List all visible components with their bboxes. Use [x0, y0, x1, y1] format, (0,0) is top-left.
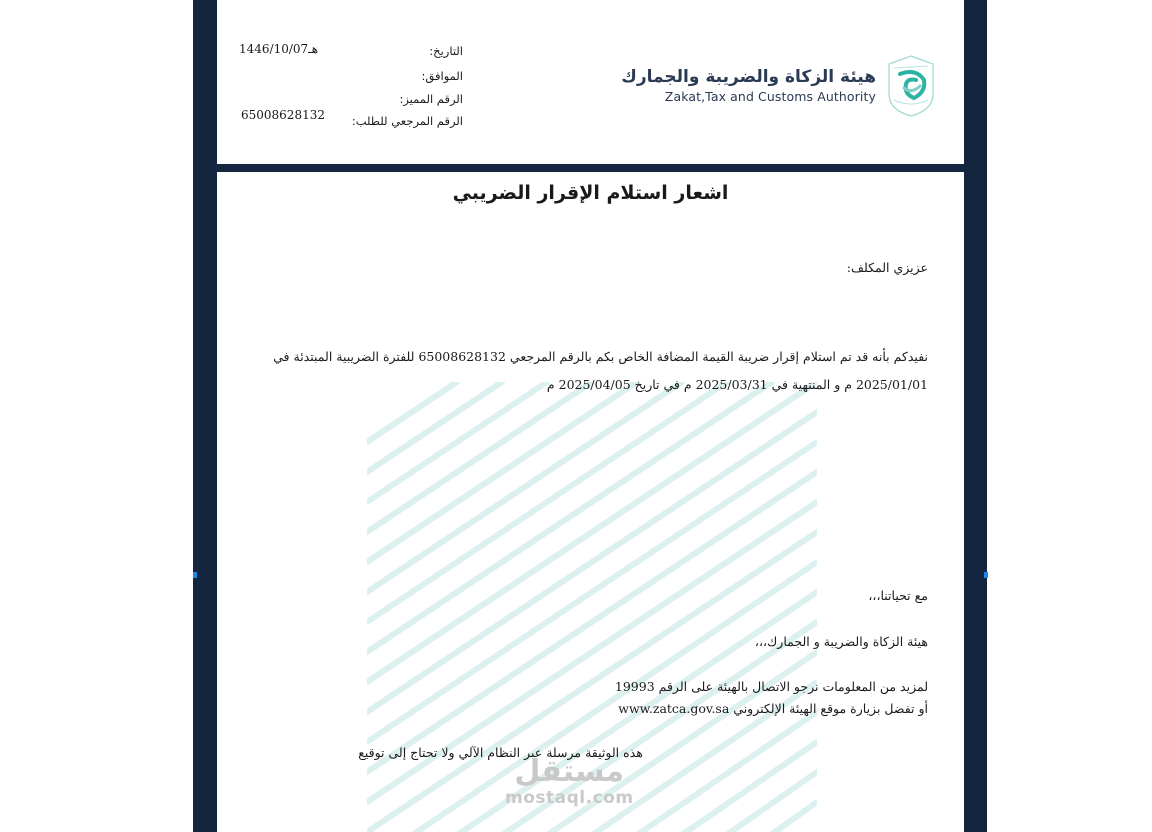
authority-name-ar: هيئة الزكاة والضريبة والجمارك [621, 67, 876, 87]
document-body [217, 172, 964, 832]
reference-label: الرقم المرجعي للطلب: [351, 114, 463, 128]
signature: هيئة الزكاة والضريبة و الجمارك،،، [754, 634, 928, 649]
authority-name-en: Zakat,Tax and Customs Authority [664, 89, 876, 104]
page-edge-marker-right [984, 572, 988, 578]
document-title: اشعار استلام الإقرار الضريبي [452, 182, 729, 204]
salutation: عزيزي المكلف: [846, 260, 928, 275]
reference-value: 65008628132 [241, 108, 325, 122]
paragraph-line-1: نفيدكم بأنه قد تم استلام إقرار ضريبة القيمة المضافة الخاص بكم بالرقم المرجعي 65008628132 للفترة الضريبية المبتدئة في [273, 349, 928, 364]
date-value: 1446/10/07هـ [239, 42, 319, 56]
document-header [217, 0, 964, 164]
mostaql-watermark-ar: مستقل [514, 754, 625, 789]
date-label: التاريخ: [429, 44, 463, 58]
system-note: هذه الوثيقة مرسلة عبر النظام الآلي ولا تحتاج إلى توقيع [358, 745, 643, 760]
page-edge-marker-left [193, 572, 197, 578]
paragraph-line-2: 2025/01/01 م و المنتهية في 2025/03/31 م في تاريخ 2025/04/05 م [546, 377, 928, 392]
mostaql-watermark-en: mostaql.com [505, 788, 634, 808]
zatca-logo-icon [886, 54, 936, 118]
authority-logo [621, 54, 936, 118]
regards: مع تحياتنا،،، [868, 588, 928, 603]
contact-line-2: أو تفضل بزيارة موقع الهيئة الإلكتروني www.zatca.gov.sa [618, 701, 928, 716]
contact-line-1: لمزيد من المعلومات نرجو الاتصال بالهيئة على الرقم 19993 [614, 679, 928, 694]
distinguished-number-label: الرقم المميز: [399, 92, 463, 106]
mostaql-watermark [505, 756, 634, 808]
corresponding-label: الموافق: [421, 69, 463, 83]
